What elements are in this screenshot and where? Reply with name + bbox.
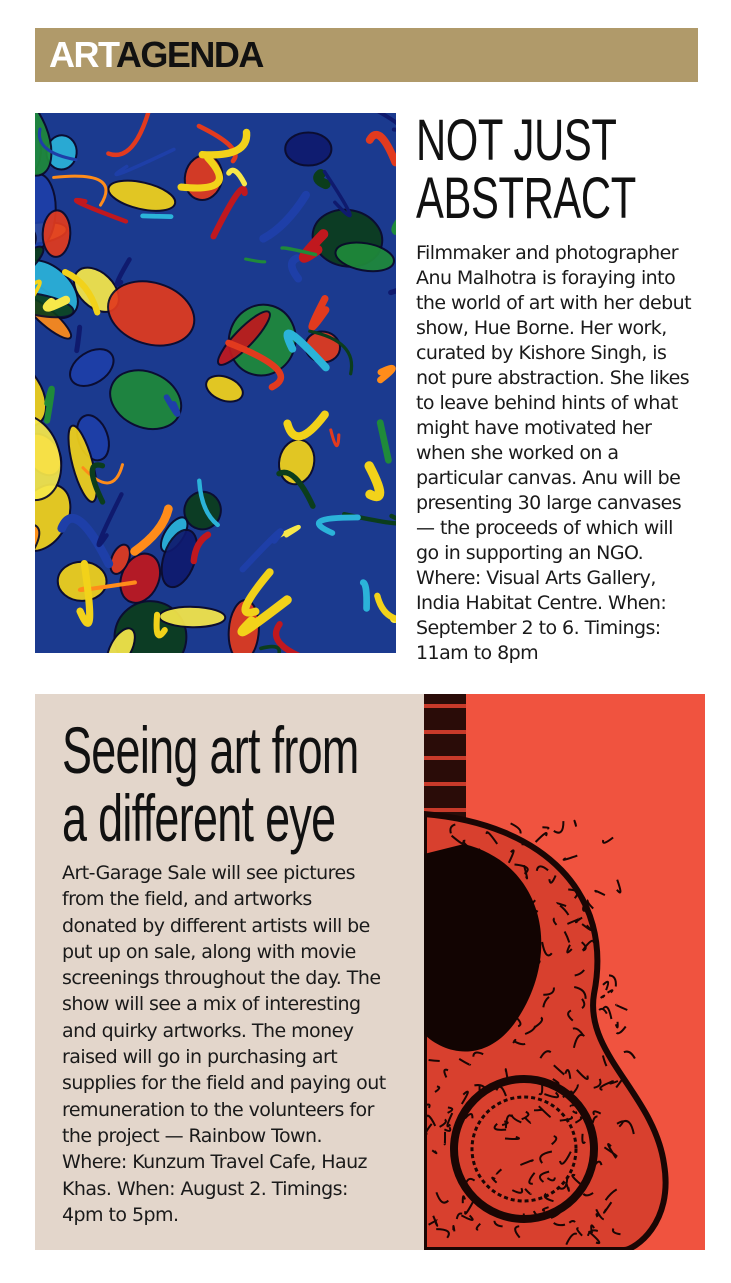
article2-headline (62, 713, 359, 855)
body-line: September 2 to 6. Timings: (416, 617, 661, 639)
article2-headline-line: Seeing art from (62, 713, 359, 787)
abstract-painting-svg (35, 113, 396, 653)
body-line: curated by Kishore Singh, is (416, 342, 667, 364)
body-line: and quirky artworks. The money (62, 1019, 354, 1042)
body-line: go in supporting an NGO. (416, 542, 644, 564)
body-line: donated by different artists will be (62, 914, 370, 937)
body-line: Anu Malhotra is foraying into (416, 267, 676, 289)
body-line: from the field, and artworks (62, 888, 312, 911)
body-line: put up on sale, along with movie (62, 940, 356, 963)
body-line: might have motivated her (416, 417, 652, 439)
body-line: Where: Kunzum Travel Cafe, Hauz (62, 1151, 367, 1174)
body-line: remuneration to the volunteers for (62, 1098, 374, 1121)
abstract-painting-image (35, 113, 396, 653)
body-line: Khas. When: August 2. Timings: (62, 1177, 348, 1200)
body-line: 4pm to 5pm. (62, 1203, 179, 1226)
body-line: show, Hue Borne. Her work, (416, 317, 667, 339)
body-line: supplies for the field and paying out (62, 1072, 386, 1095)
guitar-artwork-svg (424, 694, 705, 1250)
body-line: raised will go in purchasing art (62, 1046, 338, 1069)
body-line: presenting 30 large canvases (416, 492, 682, 514)
body-line: when she worked on a (416, 442, 619, 464)
body-line: 11am to 8pm (416, 642, 539, 664)
body-line: Where: Visual Arts Gallery, (416, 567, 656, 589)
section-title-art: ART (49, 34, 116, 75)
guitar-artwork-image (424, 694, 705, 1250)
article2-body (62, 860, 412, 1228)
section-title-agenda: AGENDA (115, 34, 263, 75)
body-line: Art-Garage Sale will see pictures (62, 862, 355, 884)
body-line: India Habitat Centre. When: (416, 592, 667, 614)
body-line: to leave behind hints of what (416, 392, 678, 414)
body-line: particular canvas. Anu will be (416, 467, 681, 489)
body-line: the project — Rainbow Town. (62, 1124, 323, 1147)
article1-headline-line: NOT JUST (416, 108, 617, 173)
body-line: not pure abstraction. She likes (416, 367, 690, 389)
article2-headline-line: a different eye (62, 781, 336, 855)
body-line: screenings throughout the day. The (62, 967, 381, 990)
section-banner (35, 28, 698, 82)
article1-headline-line: ABSTRACT (416, 166, 636, 231)
body-line: Filmmaker and photographer (416, 242, 679, 264)
body-line: the world of art with her debut (416, 292, 692, 314)
body-line: show will see a mix of interesting (62, 993, 361, 1016)
body-line: — the proceeds of which will (416, 517, 673, 539)
article1-body (416, 241, 706, 666)
section-title (49, 34, 263, 75)
article1-headline (416, 108, 636, 231)
